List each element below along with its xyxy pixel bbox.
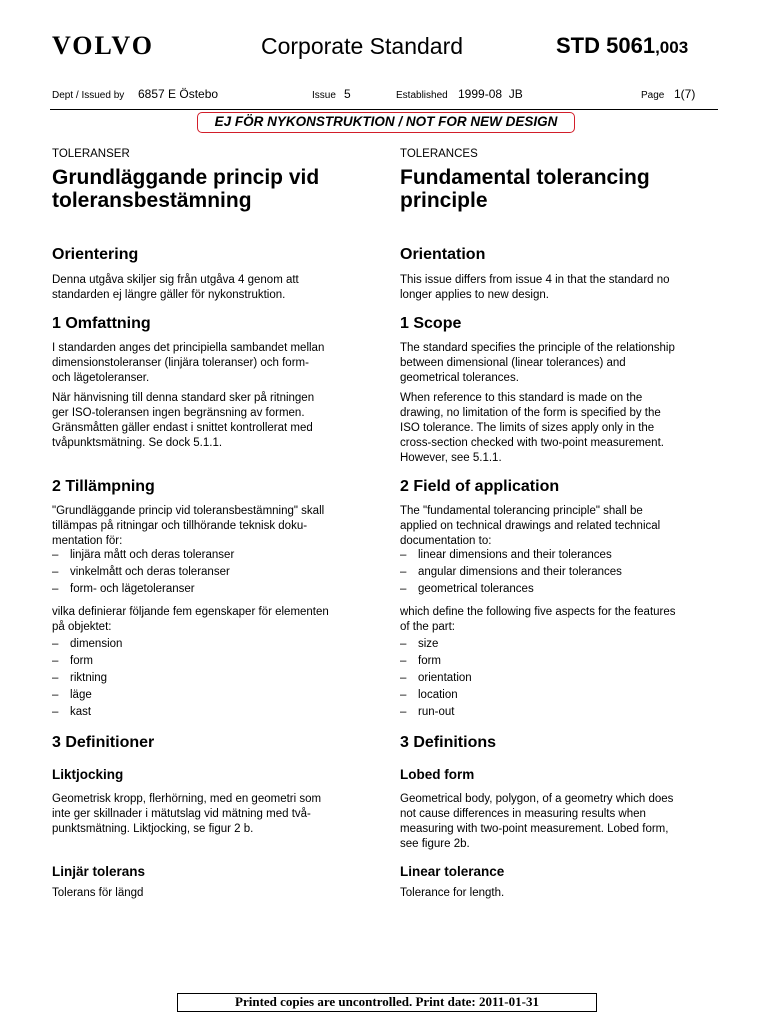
def-lobed-text-sv [52,792,370,837]
list-item [52,636,370,653]
page-value: 1(7) [674,87,696,101]
title-line: principle [400,189,488,212]
list-item-text: linjära mått och deras toleranser [70,549,235,561]
list-dash: – [400,583,407,595]
text-line: not cause differences in measuring results when [400,808,646,820]
text-line: The standard specifies the principle of the relationship [400,342,675,354]
list-item-text: location [418,689,458,701]
scope-heading-sv: 1 Omfattning [52,315,151,332]
def-linear-heading-sv: Linjär tolerans [52,864,146,879]
title-line: toleransbestämning [52,189,252,212]
application-p1-en [400,504,718,549]
scope-p1-sv [52,341,370,386]
text-line: ISO tolerance. The limits of sizes apply only in the [400,422,655,434]
text-line: When reference to this standard is made on the [400,392,643,404]
page-title-sv [52,166,370,212]
list-dash: – [400,689,407,701]
page-label: Page [641,90,665,101]
text-line: Denna utgåva skiljer sig från utgåva 4 genom att [52,274,299,286]
application-p2-sv [52,605,370,635]
def-linear-text-en: Tolerance for length. [400,887,505,899]
list-item-text: form- och lägetoleranser [70,583,195,595]
scope-p1-en [400,341,718,386]
list-item [52,653,370,670]
text-line: "Grundläggande princip vid toleransbestämning" skall [52,505,325,517]
list-item-text: size [418,638,439,650]
list-item [400,687,718,704]
scope-p2-sv [52,391,370,451]
list-item [400,653,718,670]
list-dash: – [52,689,59,701]
list-dash: – [400,566,407,578]
text-line: tillämpas på ritningar och tillhörande teknisk doku- [52,520,308,532]
text-line: drawing, no limitation of the form is specified by the [400,407,661,419]
text-line: see figure 2b. [400,838,470,850]
header-rule [50,109,718,110]
list-item-text: form [70,655,93,667]
dept-value: 6857 E Östebo [138,87,219,101]
list-item [52,581,370,598]
application-list1-sv [52,547,370,598]
text-line: cross-section checked with two-point measurement. [400,437,664,449]
orientation-text-sv [52,273,370,303]
def-lobed-heading-sv: Liktjocking [52,767,124,782]
definitions-heading-sv: 3 Definitioner [52,734,155,751]
list-item-text: kast [70,706,92,718]
scope-p2-en [400,391,718,466]
list-item [52,564,370,581]
list-item [52,687,370,704]
def-lobed-heading-en: Lobed form [400,767,475,782]
text-line: punktsmätning. Liktjocking, se figur 2 b. [52,823,254,835]
def-linear-heading-en: Linear tolerance [400,864,505,879]
orientation-heading-sv: Orientering [52,246,139,263]
text-line: of the part: [400,621,455,633]
print-notice-footer: Printed copies are uncontrolled. Print date: 2011-01-31 [177,993,597,1012]
list-dash: – [52,549,59,561]
list-item [400,564,718,581]
application-list1-en [400,547,718,598]
orientation-heading-en: Orientation [400,246,486,263]
established-label: Established [396,90,448,101]
list-dash: – [400,549,407,561]
text-line: Geometrisk kropp, flerhörning, med en geometri som [52,793,322,805]
text-line: Geometrical body, polygon, of a geometry which does [400,793,674,805]
list-dash: – [52,566,59,578]
text-line: på objektet: [52,621,112,633]
list-item [400,670,718,687]
text-line: vilka definierar följande fem egenskaper för elementen [52,606,329,618]
list-item-text: angular dimensions and their tolerances [418,566,622,578]
standard-number [556,33,688,61]
application-p2-en [400,605,718,635]
application-heading-en: 2 Field of application [400,478,560,495]
definitions-heading-en: 3 Definitions [400,734,497,751]
title-line: Grundläggande princip vid [52,166,320,189]
def-lobed-text-en [400,792,718,852]
text-line: I standarden anges det principiella sambandet mellan [52,342,325,354]
text-line: Gränsmåtten gäller endast i snittet kontrollerat med [52,422,313,434]
orientation-text-en [400,273,718,303]
list-dash: – [400,655,407,667]
list-item-text: vinkelmått och deras toleranser [70,566,230,578]
text-line: och lägetoleranser. [52,372,150,384]
list-item-text: riktning [70,672,108,684]
list-item-text: linear dimensions and their tolerances [418,549,612,561]
def-linear-text-sv: Tolerans för längd [52,887,144,899]
list-item [400,547,718,564]
list-dash: – [52,583,59,595]
established-value: 1999-08 JB [458,87,523,101]
list-dash: – [52,672,59,684]
not-for-new-design-banner: EJ FÖR NYKONSTRUKTION / NOT FOR NEW DESIGN [197,112,575,133]
text-line: inte ger skillnader i mätutslag vid mätning med två- [52,808,311,820]
text-line: applied on technical drawings and related technical [400,520,661,532]
category-sv: TOLERANSER [52,148,130,160]
std-number-suffix: ,003 [655,38,689,57]
text-line: However, see 5.1.1. [400,452,502,464]
text-line: measuring with two-point measurement. Lobed form, [400,823,669,835]
text-line: The "fundamental tolerancing principle" shall be [400,505,643,517]
list-dash: – [400,638,407,650]
page-title-en [400,166,718,212]
list-item-text: run-out [418,706,455,718]
list-dash: – [52,706,59,718]
volvo-logo: VOLVO [52,31,154,60]
text-line: tvåpunktsmätning. Se dock 5.1.1. [52,437,223,449]
text-line: mentation för: [52,535,123,547]
corporate-standard-title: Corporate Standard [261,33,464,59]
list-item-text: dimension [70,638,123,650]
list-dash: – [52,638,59,650]
text-line: standarden ej längre gäller för nykonstruktion. [52,289,286,301]
text-line: dimensionstoleranser (linjära toleranser) och form- [52,357,309,369]
list-item [400,581,718,598]
category-en: TOLERANCES [400,148,478,160]
list-item [52,704,370,721]
text-line: documentation to: [400,535,492,547]
dept-label: Dept / Issued by [52,90,125,101]
text-line: ger ISO-toleransen ingen begränsning av formen. [52,407,305,419]
issue-value: 5 [344,87,351,101]
application-list2-sv [52,636,370,721]
issue-label: Issue [312,90,336,101]
list-item-text: geometrical tolerances [418,583,534,595]
scope-heading-en: 1 Scope [400,315,462,332]
list-item [400,704,718,721]
text-line: which define the following five aspects for the features [400,606,676,618]
title-line: Fundamental tolerancing [400,166,650,189]
application-heading-sv: 2 Tillämpning [52,478,155,495]
text-line: geometrical tolerances. [400,372,519,384]
list-dash: – [400,706,407,718]
list-item [52,670,370,687]
application-list2-en [400,636,718,721]
std-number-main: STD 5061 [556,33,656,58]
list-item-text: form [418,655,441,667]
application-p1-sv [52,504,370,549]
text-line: between dimensional (linear tolerances) and [400,357,626,369]
list-item [52,547,370,564]
text-line: longer applies to new design. [400,289,549,301]
list-dash: – [52,655,59,667]
text-line: This issue differs from issue 4 in that the standard no [400,274,670,286]
list-dash: – [400,672,407,684]
text-line: När hänvisning till denna standard sker på ritningen [52,392,315,404]
list-item-text: läge [70,689,92,701]
list-item-text: orientation [418,672,472,684]
list-item [400,636,718,653]
